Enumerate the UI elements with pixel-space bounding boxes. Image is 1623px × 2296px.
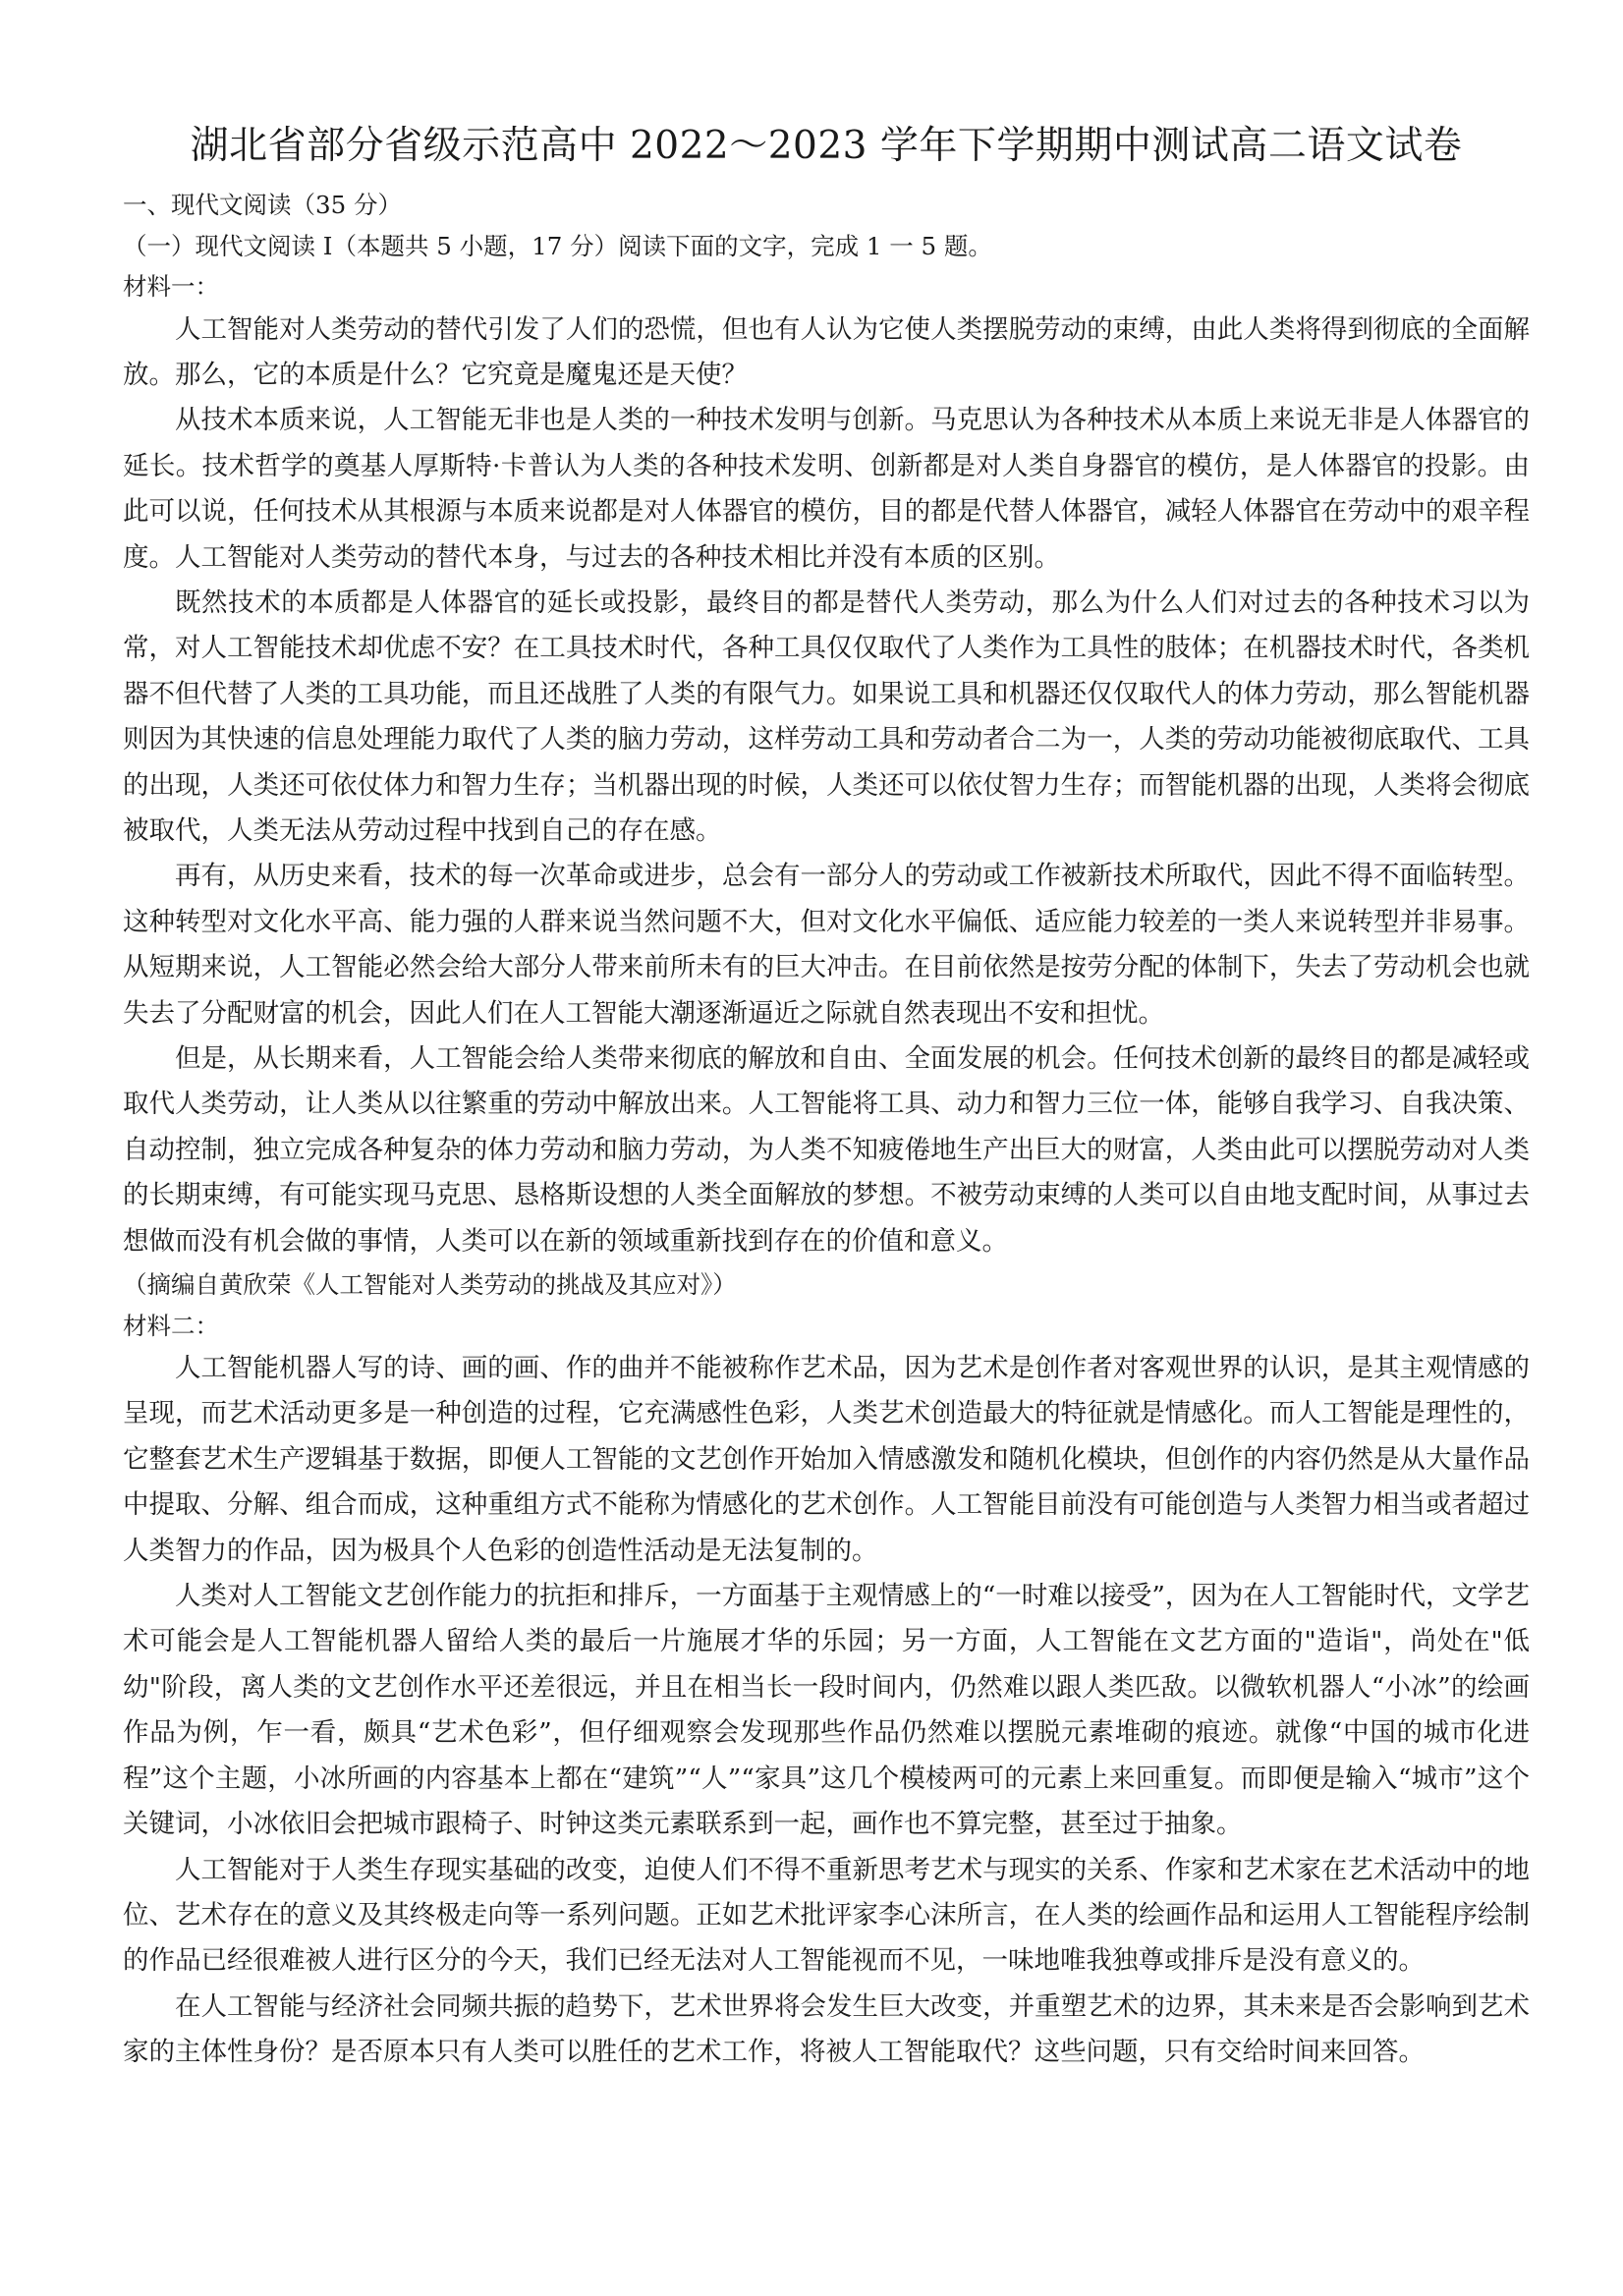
exam-page	[123, 116, 1530, 2076]
material-two-paragraph: 人工智能机器人写的诗、画的画、作的曲并不能被称作艺术品，因为艺术是创作者对客观世界的认识，是其主观情感的呈现，而艺术活动更多是一种创造的过程，它充满感性色彩，人类艺术创造最大的特征就是情感化。而人工智能是理性的，它整套艺术生产逻辑基于数据，即便人工智能的文艺创作开始加入情感激发和随机化模块，但创作的内容仍然是从大量作品中提取、分解、组合而成，这种重组方式不能称为情感化的艺术创作。人工智能目前没有可能创造与人类智力相当或者超过人类智力的作品，因为极具个人色彩的创造性活动是无法复制的。	[123, 1353, 1530, 1566]
material-one-label: 材料一：	[123, 272, 219, 301]
material-two-paragraph: 人工智能对于人类生存现实基础的改变，迫使人们不得不重新思考艺术与现实的关系、作家和艺术家在艺术活动中的地位、艺术存在的意义及其终极走向等一系列问题。正如艺术批评家李心沫所言，在人类的绘画作品和运用人工智能程序绘制的作品已经很难被人进行区分的今天，我们已经无法对人工智能视而不见，一味地唯我独尊或排斥是没有意义的。	[123, 1854, 1530, 1977]
material-one-paragraph: 从技术本质来说，人工智能无非也是人类的一种技术发明与创新。马克思认为各种技术从本质上来说无非是人体器官的延长。技术哲学的奠基人厚斯特·卡普认为人类的各种技术发明、创新都是对人类自身器官的模仿，是人体器官的投影。由此可以说，任何技术从其根源与本质来说都是对人体器官的模仿，目的都是代替人体器官，减轻人体器官在劳动中的艰辛程度。人工智能对人类劳动的替代本身，与过去的各种技术相比并没有本质的区别。	[123, 405, 1530, 573]
material-two-label: 材料二：	[123, 1311, 219, 1340]
material-one-source: （摘编自黄欣荣《人工智能对人类劳动的挑战及其应对》）	[123, 1270, 737, 1300]
exam-title: 湖北省部分省级示范高中 2022～2023 学年下学期期中测试高二语文试卷	[190, 124, 1463, 168]
material-one-paragraph: 但是，从长期来看，人工智能会给人类带来彻底的解放和自由、全面发展的机会。任何技术创新的最终目的都是减轻或取代人类劳动，让人类从以往繁重的劳动中解放出来。人工智能将工具、动力和智力三位一体，能够自我学习、自我决策、自动控制，独立完成各种复杂的体力劳动和脑力劳动，为人类不知疲倦地生产出巨大的财富，人类由此可以摆脱劳动对人类的长期束缚，有可能实现马克思、恳格斯设想的人类全面解放的梦想。不被劳动束缚的人类可以自由地支配时间，从事过去想做而没有机会做的事情，人类可以在新的领域重新找到存在的价值和意义。	[123, 1043, 1530, 1257]
material-two-paragraph: 人类对人工智能文艺创作能力的抗拒和排斥，一方面基于主观情感上的“一时难以接受”，因为在人工智能时代，文学艺术可能会是人工智能机器人留给人类的最后一片施展才华的乐园；另一方面，人工智能在文艺方面的"造诣"，尚处在"低幼"阶段，离人类的文艺创作水平还差很远，并且在相当长一段时间内，仍然难以跟人类匹敌。以微软机器人“小冰”的绘画作品为例，乍一看，颇具“艺术色彩”，但仔细观察会发现那些作品仍然难以摆脱元素堆砌的痕迹。就像“中国的城市化进程”这个主题，小冰所画的内容基本上都在“建筑”“人”“家具”这几个模棱两可的元素上来回重复。而即便是输入“城市”这个关键词，小冰依旧会把城市跟椅子、时钟这类元素联系到一起，画作也不算完整，甚至过于抽象。	[123, 1581, 1530, 1840]
material-one-paragraph: 再有，从历史来看，技术的每一次革命或进步，总会有一部分人的劳动或工作被新技术所取代，因此不得不面临转型。这种转型对文化水平高、能力强的人群来说当然问题不大，但对文化水平偏低、适应能力较差的一类人来说转型并非易事。从短期来说，人工智能必然会给大部分人带来前所未有的巨大冲击。在目前依然是按劳分配的体制下，失去了劳动机会也就失去了分配财富的机会，因此人们在人工智能大潮逐渐逼近之际就自然表现出不安和担忧。	[123, 861, 1530, 1029]
subsection-heading: （一）现代文阅读 I（本题共 5 小题，17 分）阅读下面的文字，完成 1 一 5 题。	[123, 231, 992, 260]
material-two-paragraph: 在人工智能与经济社会同频共振的趋势下，艺术世界将会发生巨大改变，并重塑艺术的边界，其未来是否会影响到艺术家的主体性身份？是否原本只有人类可以胜任的艺术工作，将被人工智能取代？这些问题，只有交给时间来回答。	[123, 1990, 1530, 2068]
material-one-paragraph: 既然技术的本质都是人体器官的延长或投影，最终目的都是替代人类劳动，那么为什么人们对过去的各种技术习以为常，对人工智能技术却优虑不安？在工具技术时代，各种工具仅仅取代了人类作为工具性的肢体；在机器技术时代，各类机器不但代替了人类的工具功能，而且还战胜了人类的有限气力。如果说工具和机器还仅仅取代人的体力劳动，那么智能机器则因为其快速的信息处理能力取代了人类的脑力劳动，这样劳动工具和劳动者合二为一，人类的劳动功能被彻底取代、工具的出现，人类还可依仗体力和智力生存；当机器出现的时候，人类还可以依仗智力生存；而智能机器的出现，人类将会彻底被取代，人类无法从劳动过程中找到自己的存在感。	[123, 587, 1530, 846]
section-heading: 一、现代文阅读（35 分）	[123, 191, 402, 219]
material-one-paragraph: 人工智能对人类劳动的替代引发了人们的恐慌，但也有人认为它使人类摆脱劳动的束缚，由此人类将得到彻底的全面解放。那么，它的本质是什么？它究竟是魔鬼还是天使？	[123, 313, 1530, 390]
